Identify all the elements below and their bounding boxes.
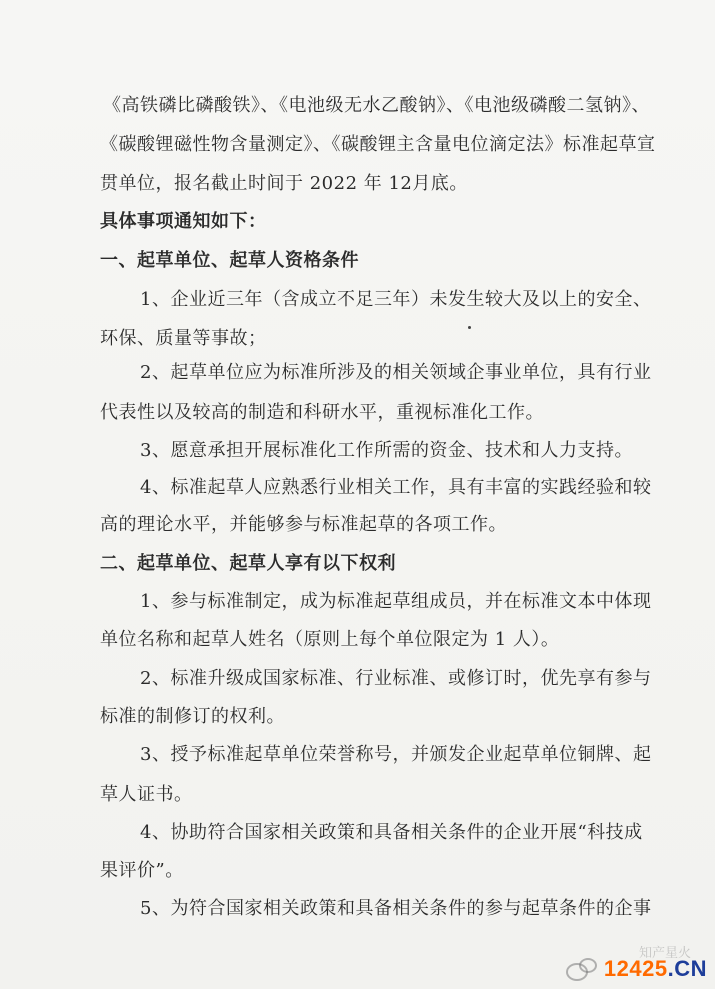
section-1-heading: 一、起草单位、起草人资格条件 [100, 250, 359, 271]
doc-line-16: 2、标准升级成国家标准、行业标准、或修订时，优先享有参与 [140, 668, 652, 689]
doc-line-10: 3、愿意承担开展标准化工作所需的资金、技术和人力支持。 [140, 440, 633, 461]
doc-line-12: 高的理论水平，并能够参与标准起草的各项工作。 [100, 514, 507, 535]
doc-line-1: 《高铁磷比磷酸铁》、《电池级无水乙酸钠》、《电池级磷酸二氢钠》、 [103, 95, 650, 116]
doc-line-17: 标准的制修订的权利。 [100, 706, 285, 727]
doc-line-18: 3、授予标准起草单位荣誉称号，并颁发企业起草单位铜牌、起 [140, 744, 652, 765]
watermark-tag: 知产星火 [638, 946, 691, 961]
doc-line-8: 2、起草单位应为标准所涉及的相关领域企事业单位，具有行业 [140, 362, 652, 383]
watermark-site [604, 956, 707, 982]
doc-line-9: 代表性以及较高的制造和科研水平，重视标准化工作。 [100, 402, 544, 423]
wechat-icon [564, 956, 598, 982]
doc-line-21: 果评价”。 [100, 860, 184, 881]
doc-line-22: 5、为符合国家相关政策和具备相关条件的参与起草条件的企事 [140, 898, 652, 919]
doc-line-14: 1、参与标准制定，成为标准起草组成员，并在标准文本中体现 [140, 591, 652, 612]
doc-intro-heading: 具体事项通知如下： [100, 211, 267, 232]
doc-line-15: 单位名称和起草人姓名（原则上每个单位限定为 1 人）。 [100, 629, 560, 650]
doc-line-19: 草人证书。 [100, 784, 193, 805]
doc-line-20: 4、协助符合国家相关政策和具备相关条件的企业开展“科技成 [140, 822, 643, 843]
watermark-site-domain: .CN [667, 956, 707, 981]
doc-line-6: 1、企业近三年（含成立不足三年）未发生较大及以上的安全、 [140, 289, 652, 310]
watermark-site-number: 12425 [603, 956, 668, 981]
doc-line-2: 《碳酸锂磁性物含量测定》、《碳酸锂主含量电位滴定法》标准起草宣 [100, 134, 656, 155]
watermark [564, 956, 707, 982]
scan-speck [468, 326, 471, 329]
doc-line-3: 贯单位，报名截止时间于 2022 年 12月底。 [100, 173, 468, 194]
doc-line-11: 4、标准起草人应熟悉行业相关工作，具有丰富的实践经验和较 [140, 477, 652, 498]
section-2-heading: 二、起草单位、起草人享有以下权利 [100, 553, 396, 574]
doc-line-7: 环保、质量等事故； [100, 328, 267, 349]
